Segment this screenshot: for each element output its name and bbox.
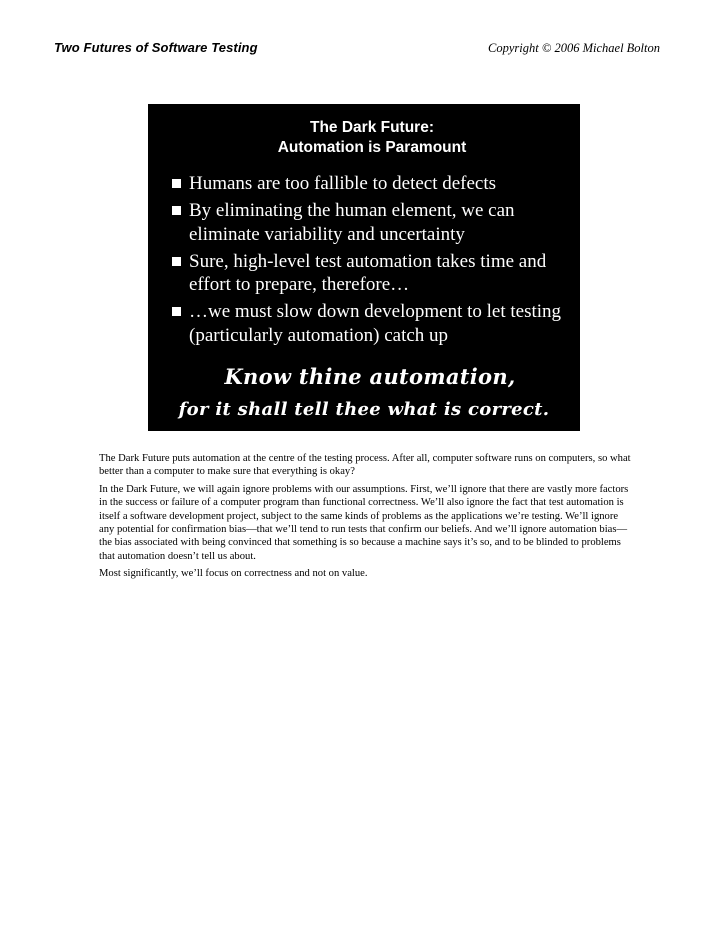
bullet-item <box>170 250 570 297</box>
speaker-notes <box>99 452 634 585</box>
document-title: Two Futures of Software Testing <box>54 40 258 55</box>
slide-title <box>156 118 588 158</box>
square-bullet-icon <box>172 179 181 188</box>
square-bullet-icon <box>172 257 181 266</box>
bullet-text: By eliminating the human element, we can eliminate variability and uncertainty <box>189 200 515 245</box>
motto-line-1: Know thine automation, <box>224 364 516 389</box>
notes-paragraph: Most significantly, we’ll focus on correctness and not on value. <box>99 568 368 580</box>
bullet-text: Humans are too fallible to detect defects <box>189 173 497 194</box>
bullet-text: …we must slow down development to let testing (particularly automation) catch up <box>189 301 562 346</box>
bullet-list <box>170 172 570 351</box>
bullet-item <box>170 199 570 246</box>
bullet-item <box>170 172 570 196</box>
bullet-text: Sure, high-level test automation takes time and effort to prepare, therefore… <box>189 250 547 295</box>
slide <box>148 104 580 431</box>
square-bullet-icon <box>172 307 181 316</box>
square-bullet-icon <box>172 206 181 215</box>
slide-title-line-1: The Dark Future: <box>309 119 434 136</box>
notes-paragraph: The Dark Future puts automation at the centre of the testing process. After all, computer software runs on computers, so what better than a computer to make sure that everything is okay? <box>99 453 631 478</box>
motto-line-2: for it shall tell thee what is correct. <box>178 399 550 420</box>
copyright-notice: Copyright © 2006 Michael Bolton <box>488 41 660 55</box>
bullet-item <box>170 300 570 347</box>
slide-title-line-2: Automation is Paramount <box>277 139 467 156</box>
notes-paragraph: In the Dark Future, we will again ignore problems with our assumptions. First, we’ll ignore that there are vastly more factors in the success or failure of a computer program than functional correctness. We’ll also ignore the fact that test automation is itself a software development project, subject to the same kinds of problems as the applications we’re testing. We’ll ignore any potential for confirmation bias—that we’ll tend to run tests that confirm our beliefs. And we’ll ignore automation bias—the bias associated with being convinced that something is so because a machine says it’s so, and to be blinded to problems that automation doesn’t tell us about. <box>99 483 629 562</box>
